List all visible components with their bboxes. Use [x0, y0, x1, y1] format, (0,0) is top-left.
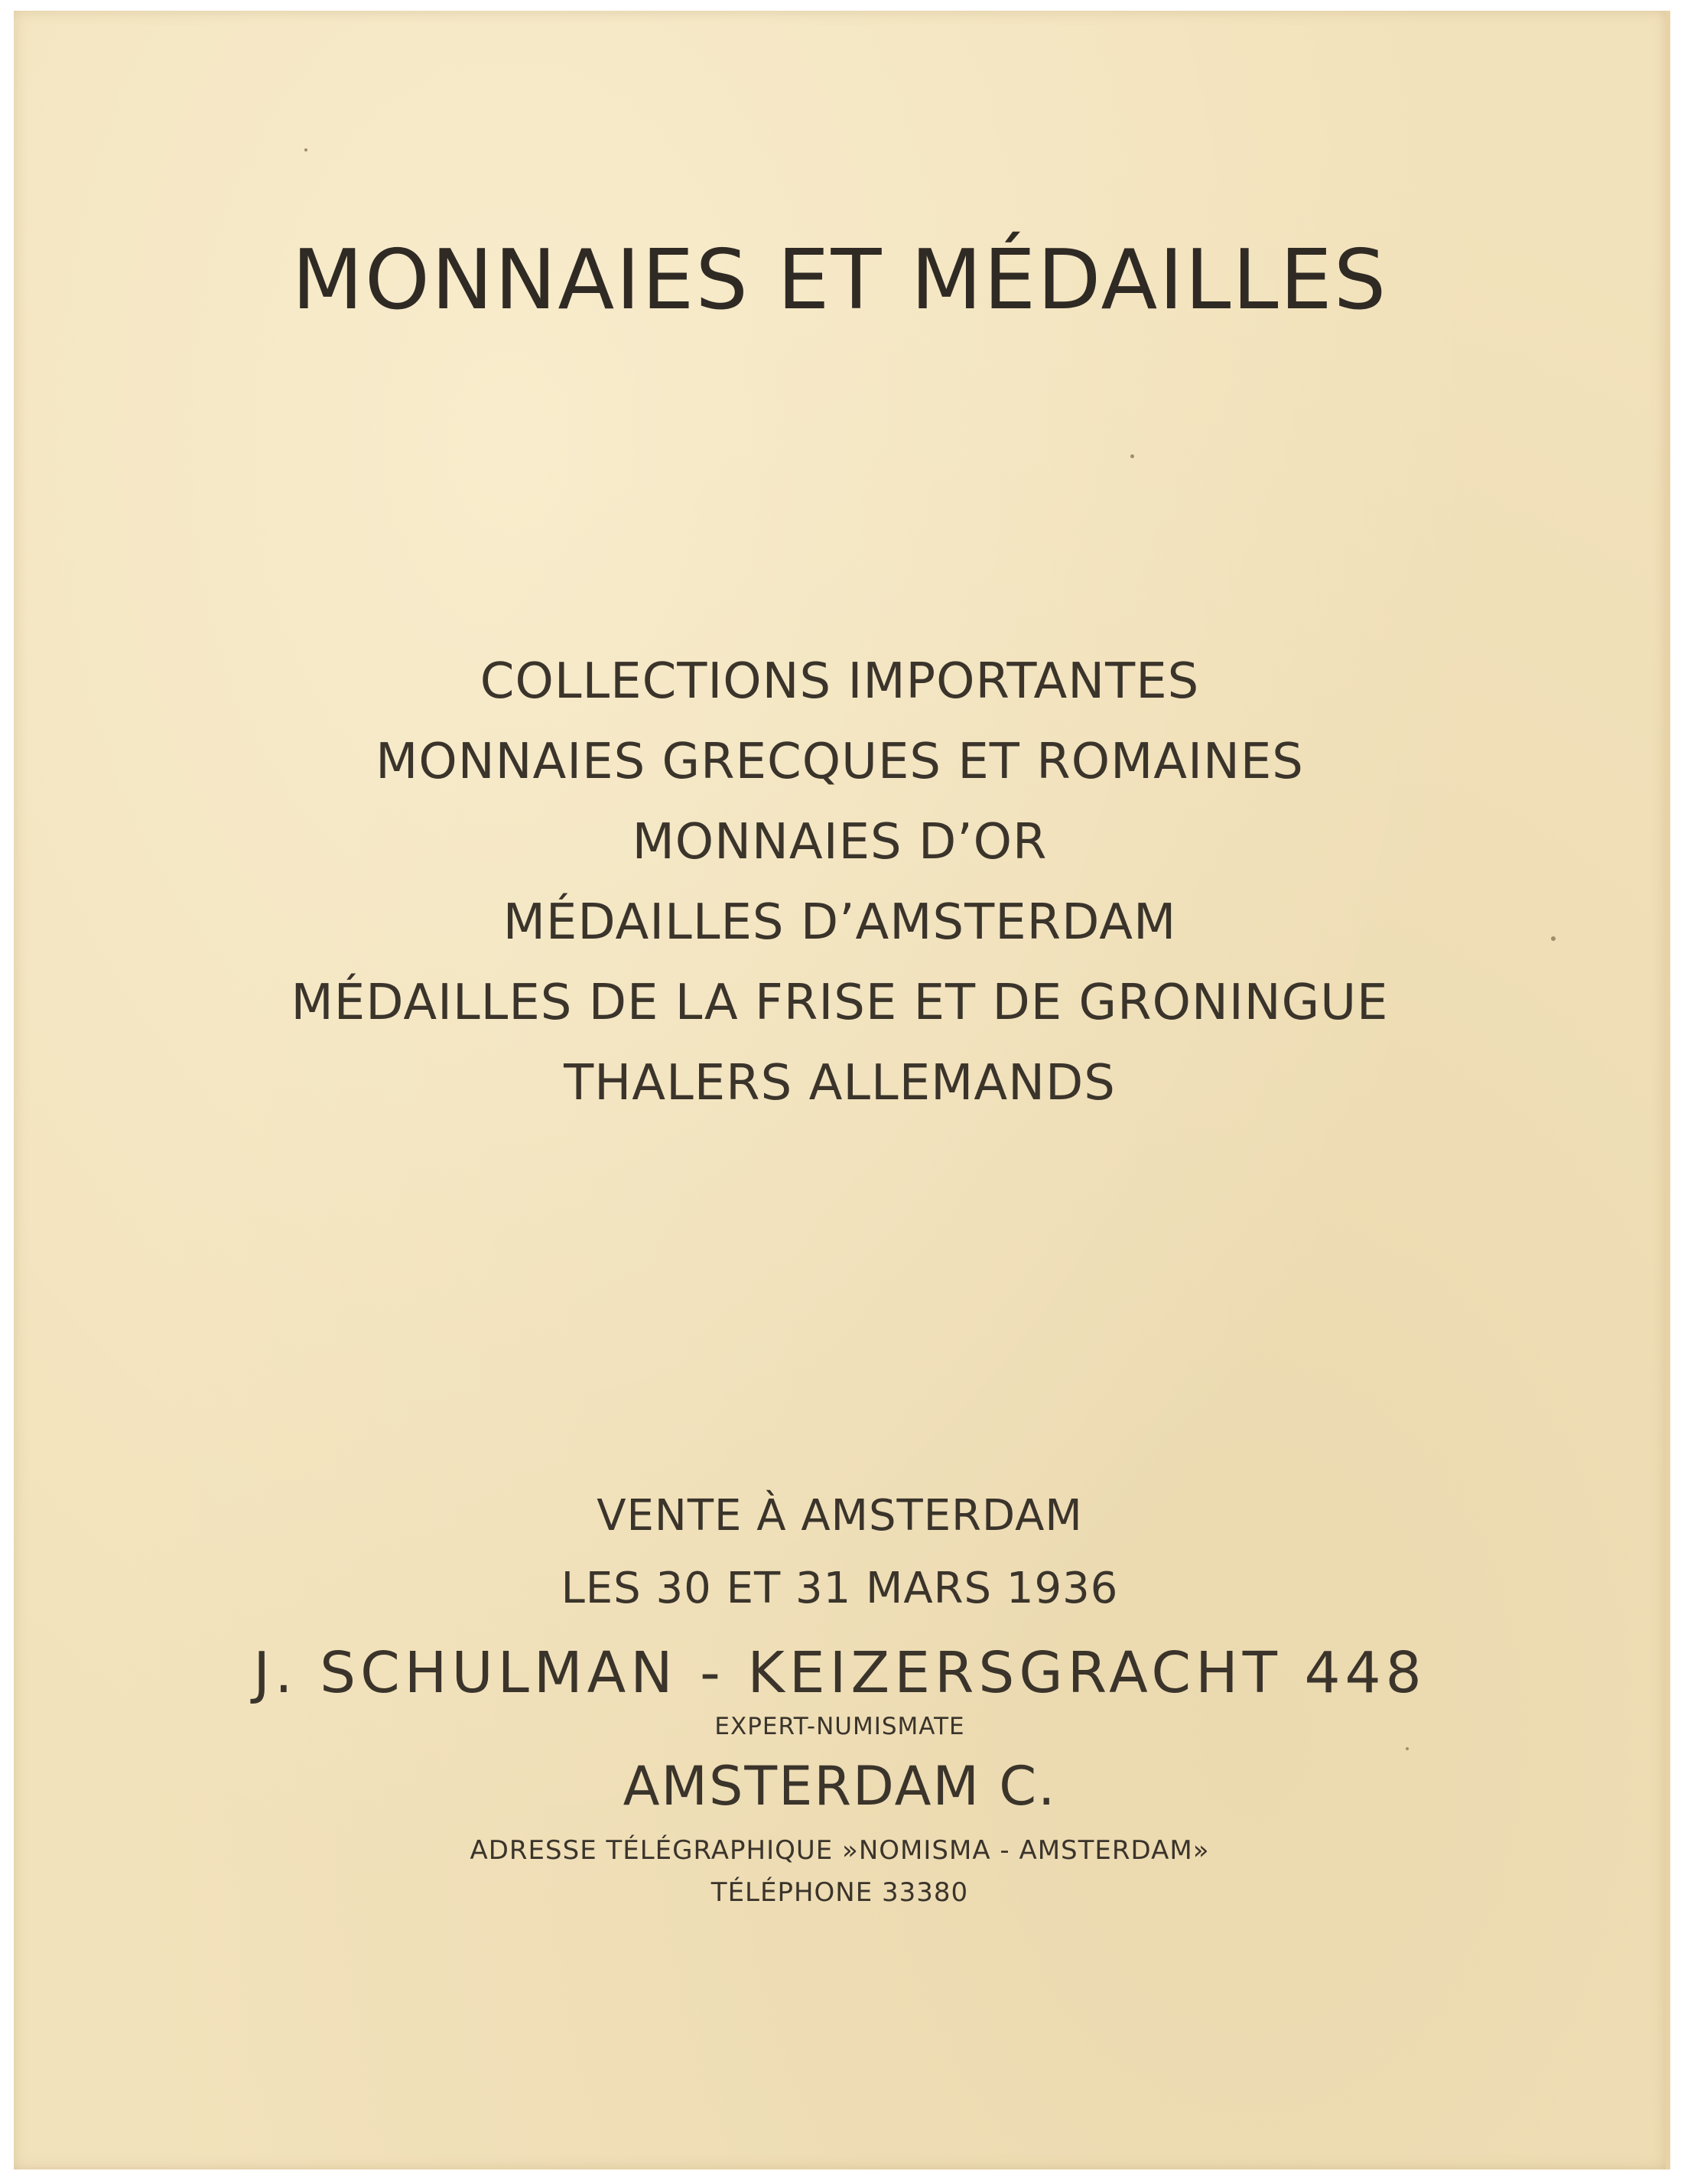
- telephone-number: TÉLÉPHONE 33380: [710, 1877, 969, 1908]
- paper-speck: [304, 148, 307, 151]
- collection-line: THALERS ALLEMANDS: [564, 1055, 1116, 1112]
- collection-line: MÉDAILLES DE LA FRISE ET DE GRONINGUE: [291, 975, 1389, 1031]
- collection-line: MÉDAILLES D’AMSTERDAM: [502, 894, 1177, 951]
- sale-location: VENTE À AMSTERDAM: [597, 1491, 1083, 1541]
- firm-name-address: J. SCHULMAN - KEIZERSGRACHT 448: [253, 1640, 1426, 1706]
- paper-speck: [1406, 1747, 1409, 1750]
- catalogue-title: MONNAIES ET MÉDAILLES: [291, 233, 1388, 328]
- sale-dates: LES 30 ET 31 MARS 1936: [561, 1564, 1119, 1613]
- telegraph-address: ADRESSE TÉLÉGRAPHIQUE »NOMISMA - AMSTERDAM»: [470, 1835, 1210, 1866]
- collection-line: MONNAIES D’OR: [632, 814, 1048, 871]
- catalogue-cover: [14, 11, 1666, 2169]
- firm-city: AMSTERDAM C.: [623, 1755, 1057, 1818]
- collection-line: COLLECTIONS IMPORTANTES: [480, 653, 1200, 710]
- firm-profession: EXPERT-NUMISMATE: [714, 1713, 965, 1740]
- collection-line: MONNAIES GRECQUES ET ROMAINES: [376, 734, 1304, 790]
- paper-speck: [1551, 936, 1556, 941]
- paper-speck: [1130, 454, 1134, 458]
